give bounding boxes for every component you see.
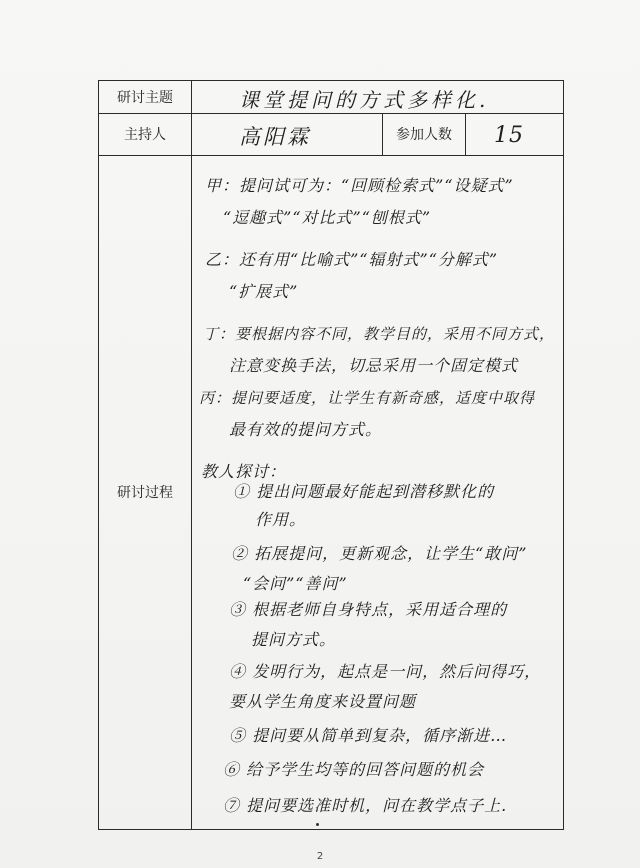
note-line: “扩展式” [229, 282, 299, 301]
note-line: ⑥ 给予学生均等的回答问题的机会 [223, 760, 485, 779]
note-line: 提问方式。 [251, 630, 337, 649]
note-line: ⑦ 提问要选准时机，问在教学点子上. [223, 796, 508, 815]
participants-label: 参加人数 [396, 127, 452, 143]
note-line: 教人探讨： [201, 462, 287, 481]
note-line: 甲：提问试可为：“回顾检索式”“设疑式” [205, 176, 514, 195]
note-line: 丙：提问要适度，让学生有新奇感，适度中取得 [199, 389, 536, 407]
seminar-record-table [98, 80, 564, 830]
participants-value: 15 [494, 123, 524, 148]
note-line: ③ 根据老师自身特点，采用适合理的 [229, 600, 508, 619]
note-line: “逗趣式”“对比式”“刨根式” [223, 208, 432, 227]
note-line: 作用。 [255, 510, 307, 529]
scan-speck [316, 823, 319, 826]
topic-value: 课堂提问的方式多样化. [239, 88, 490, 112]
note-line: ④ 发明行为，起点是一问，然后问得巧， [229, 662, 542, 681]
column-divider [191, 81, 192, 829]
note-line: 要从学生角度来设置问题 [229, 692, 417, 711]
topic-label: 研讨主题 [117, 90, 173, 106]
process-label: 研讨过程 [117, 485, 173, 501]
note-line: 乙：还有用“比喻式”“辐射式”“分解式” [205, 250, 499, 269]
note-line: ② 拓展提问，更新观念，让学生“敢问” [231, 544, 528, 563]
host-label: 主持人 [124, 127, 166, 143]
host-value: 高阳霖 [239, 125, 311, 149]
note-line: 丁：要根据内容不同，教学目的，采用不同方式， [203, 325, 556, 343]
note-line: 最有效的提问方式。 [229, 420, 383, 439]
note-line: “会问”“善问” [243, 574, 348, 593]
note-line: 注意变换手法，切忌采用一个固定模式 [229, 356, 519, 375]
note-line: ⑤ 提问要从简单到复杂，循序渐进… [229, 726, 508, 745]
column-divider [465, 113, 466, 155]
page-number: 2 [316, 851, 324, 862]
note-line: ① 提出问题最好能起到潜移默化的 [233, 482, 495, 501]
